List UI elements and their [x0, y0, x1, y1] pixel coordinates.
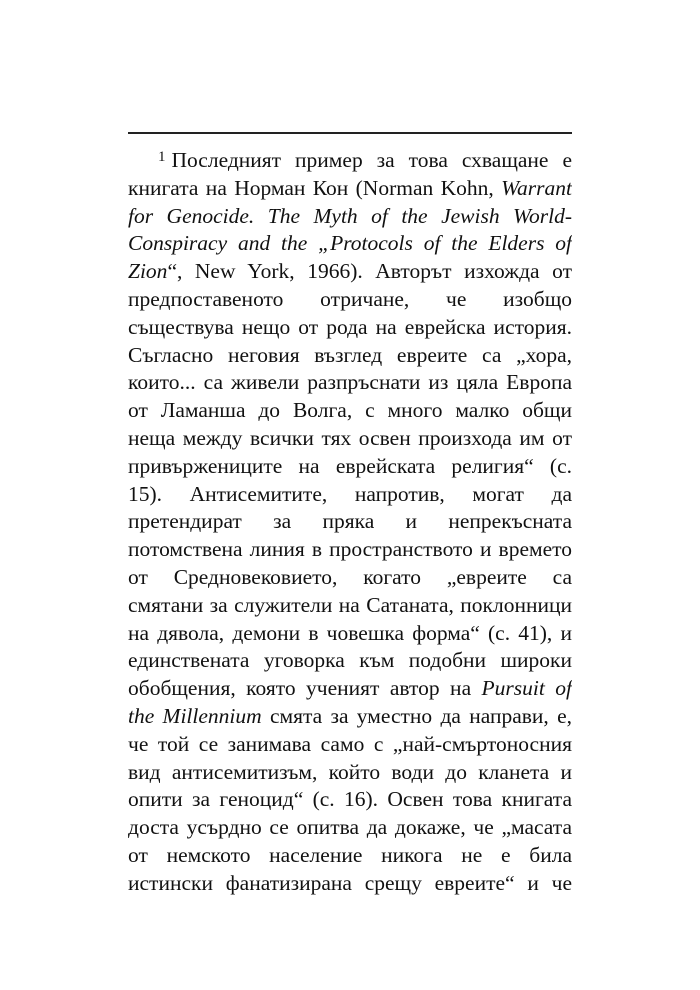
footnote-line: 15). Антисемитите, напротив, могат да	[128, 481, 572, 506]
footnote-line: на дявола, демони в човешка форма“ (с. 41), и	[128, 620, 572, 645]
footnote-line: че той се занимава само с „най-смъртоносния	[128, 731, 572, 756]
footnote-line: опити за геноцид“ (с. 16). Освен това книгата	[128, 787, 572, 812]
footnote-block	[128, 147, 572, 898]
footnote-line: for Genocide. The Myth of the Jewish World-	[128, 203, 572, 228]
footnote-line: единствената уговорка към подобни широки	[128, 648, 572, 673]
footnote-line: неща между всички тях освен произхода им от	[128, 425, 572, 450]
footnote-line: от немското население никога не е била	[128, 842, 572, 867]
footnote-line: the Millennium смята за уместно да направи, е,	[128, 703, 572, 728]
footnote-line: съществува нещо от рода на еврейска история.	[128, 314, 572, 339]
footnote-separator-rule	[128, 132, 572, 134]
footnote-marker: 1	[158, 149, 166, 165]
italic-title: Pursuit of	[481, 676, 572, 701]
footnote-line: предпоставеното отричане, че изобщо	[128, 286, 572, 311]
footnote-line: от Средновековието, когато „евреите са	[128, 564, 572, 589]
footnote-line: Съгласно неговия възглед евреите са „хора,	[128, 342, 572, 367]
footnote-line: книгата на Норман Кон (Norman Kohn, Warrant	[128, 175, 572, 200]
footnote-line: обобщения, която ученият автор на Pursuit of	[128, 676, 572, 701]
italic-title: Zion	[128, 259, 168, 284]
footnote-line: вид антисемитизъм, който води до кланета и	[128, 759, 572, 784]
footnote-line: Conspiracy and the „Protocols of the Elders of	[128, 231, 572, 256]
footnote-line: доста усърдно се опитва да докаже, че „масата	[128, 815, 572, 840]
footnote-line: $^1$ Последният пример за това схващане е	[158, 148, 572, 172]
footnote-line: привърженицитe на еврейската религия“ (с.	[128, 453, 572, 478]
footnote-line: смятани за служители на Сатаната, поклонници	[128, 592, 572, 617]
italic-title: the Millennium	[128, 703, 262, 728]
footnote-line: Zion“, New York, 1966). Авторът изхожда от	[128, 259, 572, 284]
footnote-line: потомствена линия в пространството и времето	[128, 537, 572, 562]
footnote-line: които... са живели разпръснати из цяла Европа	[128, 370, 572, 395]
italic-title: Warrant	[501, 175, 572, 200]
footnote-line: претендират за пряка и непрекъсната	[128, 509, 572, 534]
footnote-line: истински фанатизирана срещу евреите“ и че	[128, 870, 572, 895]
footnote-line: от Ламанша до Волга, с много малко общи	[128, 398, 572, 423]
